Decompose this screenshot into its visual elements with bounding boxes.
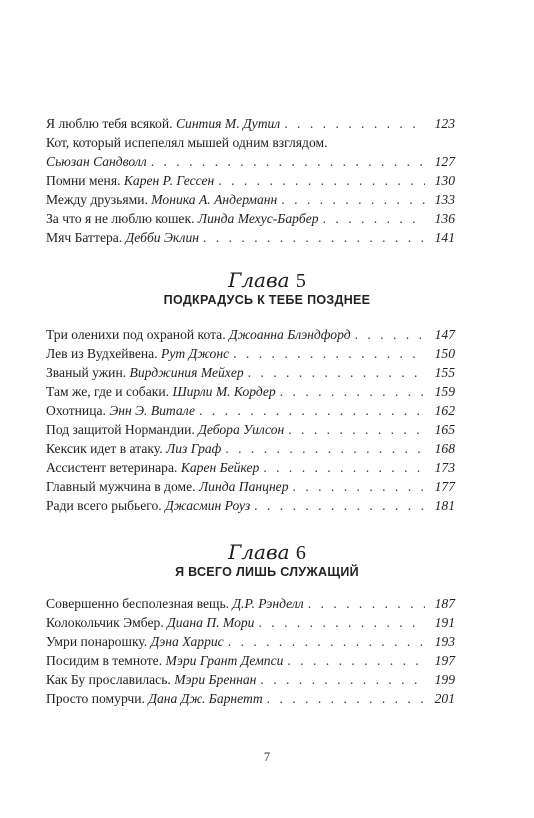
entry-author: Дебби Эклин bbox=[125, 230, 199, 245]
entry-page-number: 136 bbox=[434, 211, 455, 226]
entry-title: Между друзьями. bbox=[46, 192, 148, 207]
entry-author: Карен Бейкер bbox=[180, 460, 260, 475]
dot-leader bbox=[151, 152, 425, 171]
entry-author: Д.Р. Рэнделл bbox=[232, 596, 304, 611]
entry-page-number: 123 bbox=[434, 116, 455, 131]
entry-title: Три оленихи под охраной кота. bbox=[46, 327, 226, 342]
toc-entry bbox=[46, 363, 455, 382]
entry-author: Рут Джонс bbox=[161, 346, 230, 361]
entry-title: Охотница. bbox=[46, 403, 106, 418]
entry-title: Ассистент ветеринара. bbox=[46, 460, 178, 475]
dot-leader bbox=[203, 228, 425, 247]
entry-author: Мэри Грант Демпси bbox=[165, 653, 284, 668]
entry-page-number: 177 bbox=[434, 479, 455, 494]
toc-entry bbox=[46, 420, 455, 439]
chapter-heading bbox=[0, 540, 534, 565]
entry-author: Лиз Граф bbox=[166, 441, 222, 456]
dot-leader bbox=[355, 325, 425, 344]
entry-page-number: 133 bbox=[434, 192, 455, 207]
entry-title: Кот, который испепелял мышей одним взглядом. bbox=[46, 135, 328, 150]
entry-author: Джоанна Блэндфорд bbox=[229, 327, 351, 342]
chapter-number: 6 bbox=[295, 542, 306, 564]
toc-entry bbox=[46, 594, 455, 613]
entry-author: Джасмин Роуз bbox=[165, 498, 251, 513]
toc-entry bbox=[46, 477, 455, 496]
toc-entry bbox=[46, 190, 455, 209]
dot-leader bbox=[323, 209, 425, 228]
chapter-title: Я ВСЕГО ЛИШЬ СЛУЖАЩИЙ bbox=[175, 565, 359, 579]
dot-leader bbox=[248, 363, 425, 382]
toc-entry bbox=[46, 382, 455, 401]
entry-author: Диана П. Мори bbox=[167, 615, 255, 630]
chapter-label: Глава bbox=[228, 540, 290, 564]
dot-leader bbox=[225, 439, 425, 458]
entry-title: За что я не люблю кошек. bbox=[46, 211, 195, 226]
dot-leader bbox=[287, 651, 425, 670]
toc-entry bbox=[46, 632, 455, 651]
toc-entry bbox=[46, 496, 455, 515]
toc-entry bbox=[46, 133, 455, 152]
entry-author: Дебора Уилсон bbox=[198, 422, 285, 437]
toc-entry bbox=[46, 458, 455, 477]
entry-title: Колокольчик Эмбер. bbox=[46, 615, 164, 630]
entry-author: Ширли М. Кордер bbox=[172, 384, 276, 399]
entry-title: Званый ужин. bbox=[46, 365, 127, 380]
entry-page-number: 168 bbox=[434, 441, 455, 456]
entry-page-number: 127 bbox=[434, 154, 455, 169]
entry-author: Синтия М. Дутил bbox=[175, 116, 281, 131]
entry-author: Дана Дж. Барнетт bbox=[148, 691, 263, 706]
entry-page-number: 150 bbox=[434, 346, 455, 361]
entry-page-number: 141 bbox=[434, 230, 455, 245]
dot-leader bbox=[228, 632, 425, 651]
entry-author: Линда Мехус-Барбер bbox=[197, 211, 319, 226]
dot-leader bbox=[218, 171, 425, 190]
toc-entry bbox=[46, 209, 455, 228]
toc-entry bbox=[46, 325, 455, 344]
entry-title: Лев из Вудхейвена. bbox=[46, 346, 158, 361]
dot-leader bbox=[199, 401, 425, 420]
entry-title: Умри понарошку. bbox=[46, 634, 148, 649]
entry-page-number: 193 bbox=[434, 634, 455, 649]
toc-section-chapter-6 bbox=[46, 594, 455, 708]
entry-title: Помни меня. bbox=[46, 173, 121, 188]
entry-author: Линда Панцнер bbox=[198, 479, 289, 494]
entry-author: Энн Э. Витале bbox=[109, 403, 195, 418]
entry-page-number: 199 bbox=[434, 672, 455, 687]
dot-leader bbox=[260, 670, 425, 689]
entry-title: Главный мужчина в доме. bbox=[46, 479, 196, 494]
toc-entry bbox=[46, 613, 455, 632]
entry-page-number: 130 bbox=[434, 173, 455, 188]
entry-page-number: 201 bbox=[434, 691, 455, 706]
dot-leader bbox=[254, 496, 425, 515]
dot-leader bbox=[267, 689, 425, 708]
toc-entry bbox=[46, 228, 455, 247]
entry-title: Там же, где и собаки. bbox=[46, 384, 170, 399]
entry-author: Сьюзан Сандволл bbox=[46, 154, 147, 169]
entry-page-number: 197 bbox=[434, 653, 455, 668]
chapter-number: 5 bbox=[295, 270, 306, 292]
dot-leader bbox=[263, 458, 425, 477]
entry-page-number: 191 bbox=[434, 615, 455, 630]
chapter-label: Глава bbox=[228, 268, 290, 292]
dot-leader bbox=[288, 420, 425, 439]
dot-leader bbox=[284, 114, 425, 133]
entry-title: Как Бу прославилась. bbox=[46, 672, 171, 687]
entry-page-number: 187 bbox=[434, 596, 455, 611]
page-number-footer: 7 bbox=[263, 750, 271, 764]
entry-title: Кексик идет в атаку. bbox=[46, 441, 163, 456]
entry-page-number: 159 bbox=[434, 384, 455, 399]
dot-leader bbox=[233, 344, 425, 363]
entry-author: Мэри Бреннан bbox=[174, 672, 257, 687]
dot-leader bbox=[258, 613, 425, 632]
toc-entry bbox=[46, 171, 455, 190]
toc-entry bbox=[46, 114, 455, 133]
entry-title: Под защитой Нормандии. bbox=[46, 422, 195, 437]
dot-leader bbox=[293, 477, 425, 496]
entry-page-number: 173 bbox=[434, 460, 455, 475]
entry-page-number: 165 bbox=[434, 422, 455, 437]
entry-author: Дэна Харрис bbox=[150, 634, 224, 649]
toc-entry bbox=[46, 401, 455, 420]
dot-leader bbox=[281, 190, 425, 209]
entry-title: Я люблю тебя всякой. bbox=[46, 116, 173, 131]
entry-title: Посидим в темноте. bbox=[46, 653, 163, 668]
toc-entry bbox=[46, 439, 455, 458]
entry-title: Совершенно бесполезная вещь. bbox=[46, 596, 230, 611]
toc-entry bbox=[46, 651, 455, 670]
dot-leader bbox=[308, 594, 425, 613]
entry-title: Просто помурчи. bbox=[46, 691, 145, 706]
entry-page-number: 181 bbox=[434, 498, 455, 513]
chapter-title: ПОДКРАДУСЬ К ТЕБЕ ПОЗДНЕЕ bbox=[163, 293, 371, 307]
toc-section-chapter-5 bbox=[46, 325, 455, 515]
toc-entry bbox=[46, 670, 455, 689]
toc-entry bbox=[46, 344, 455, 363]
toc-entry bbox=[46, 152, 455, 171]
toc-section-continued bbox=[46, 114, 455, 247]
entry-page-number: 162 bbox=[434, 403, 455, 418]
entry-page-number: 147 bbox=[434, 327, 455, 342]
dot-leader bbox=[280, 382, 425, 401]
entry-title: Ради всего рыбьего. bbox=[46, 498, 162, 513]
chapter-heading bbox=[0, 268, 534, 293]
entry-page-number: 155 bbox=[434, 365, 455, 380]
entry-author: Вирджиния Мейхер bbox=[129, 365, 244, 380]
toc-entry bbox=[46, 689, 455, 708]
entry-author: Карен Р. Гессен bbox=[123, 173, 215, 188]
entry-author: Моника А. Андерманн bbox=[151, 192, 278, 207]
entry-title: Мяч Баттера. bbox=[46, 230, 123, 245]
